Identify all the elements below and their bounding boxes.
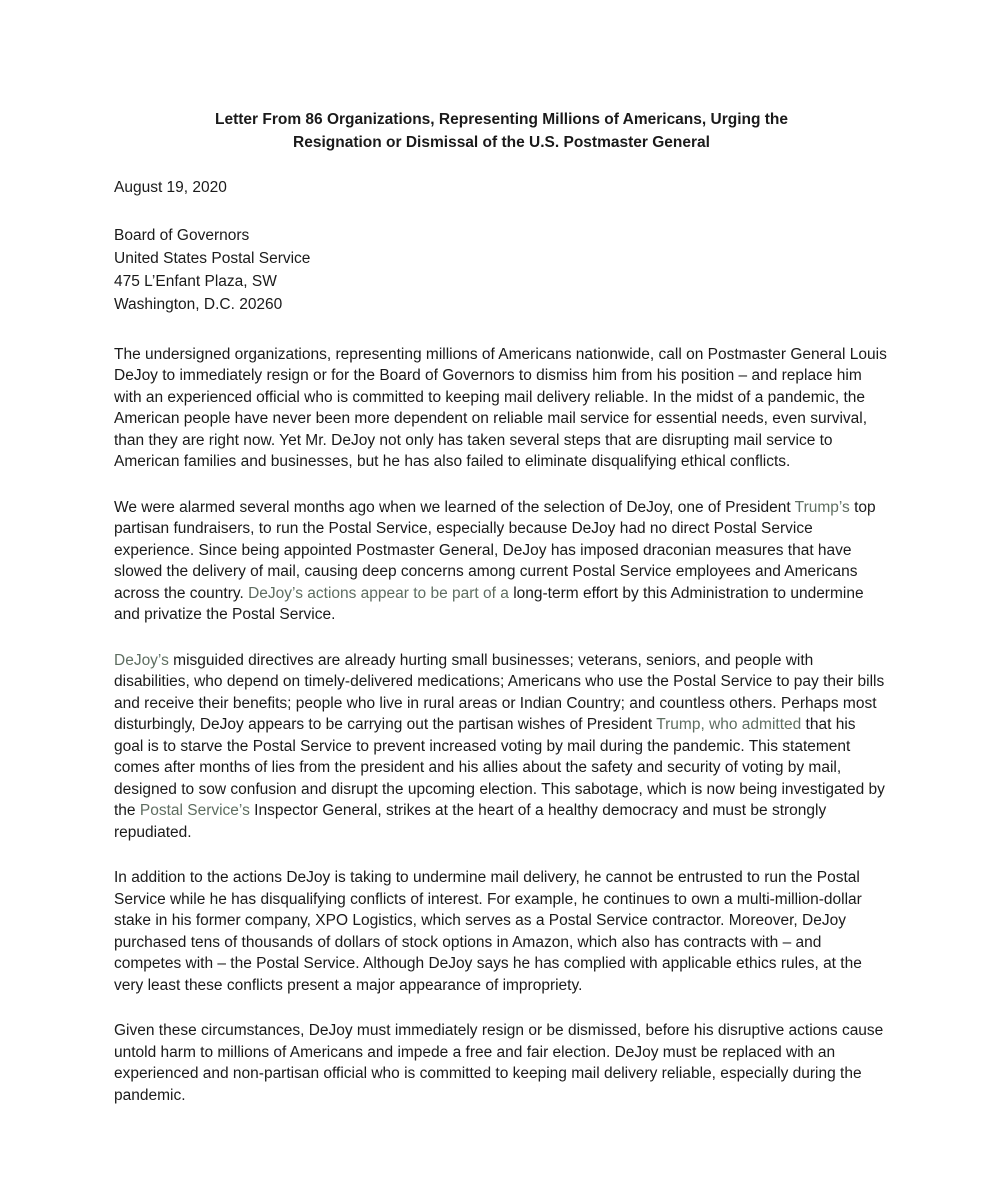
paragraph-2: [114, 497, 889, 626]
address-line-street: 475 L’Enfant Plaza, SW: [114, 273, 277, 291]
paragraph-1: [114, 344, 889, 473]
link-trump-fundraisers[interactable]: Trump’s: [794, 498, 850, 516]
address-line-agency: United States Postal Service: [114, 249, 311, 267]
text-segment: In addition to the actions DeJoy is taking to undermine mail delivery, he cannot be entrusted to run the Postal Service while he has disqualifying conflicts of interest. For example, he continues to own a multi-million-dollar stake in his former company, XPO Logistics, which serves as a Postal Service contractor. Moreover, DeJoy purchased tens of thousands of dollars of stock options in Amazon, which also has contracts with – and competes with – the Postal Service. Although DeJoy says he has complied with applicable ethics rules, at the very least these conflicts present a major appearance of impropriety.: [114, 869, 862, 994]
text-segment: Given these circumstances, DeJoy must immediately resign or be dismissed, before his disruptive actions cause untold harm to millions of Americans and impede a free and fair election. DeJoy must be replaced with an experienced and non-partisan official who is committed to keeping mail delivery reliable, especially during the pandemic.: [114, 1022, 884, 1104]
text-segment: long-term effort by this Administration to undermine and privatize the Postal Service.: [114, 584, 864, 624]
letter-title-line2: Resignation or Dismissal of the U.S. Postmaster General: [293, 134, 710, 151]
text-segment: that his goal is to starve the Postal Service to prevent increased voting by mail during the pandemic. This statement comes after months of lies from the president and his allies about the safety and security of voting by mail, designed to sow confusion and disrupt the upcoming election. This sabotage, which is now being investigated by the: [114, 716, 885, 820]
link-dejoy-actions[interactable]: DeJoy’s actions appear to be part of a: [248, 584, 509, 602]
text-segment: misguided directives are already hurting small businesses; veterans, seniors, and people with disabilities, who depend on timely-delivered medications; Americans who use the Postal Service to pay their bills and receive their benefits; people who live in rural areas or Indian Country; and countless others. Perhaps most disturbingly, DeJoy appears to be carrying out the partisan wishes of President: [114, 651, 885, 734]
link-postal-inspector-general[interactable]: Postal Service’s: [139, 802, 250, 820]
link-dejoy-directives[interactable]: DeJoy’s: [114, 651, 169, 669]
text-segment: Inspector General, strikes at the heart of a healthy democracy and must be strongly repudiated.: [114, 802, 827, 841]
letter-title: [114, 108, 889, 154]
address-line-organization: Board of Governors: [114, 226, 250, 244]
text-segment: top partisan fundraisers, to run the Postal Service, especially because DeJoy had no direct Postal Service experience. Since being appointed Postmaster General, DeJoy has imposed draconian measures that have slowed the delivery of mail, causing deep concerns among current Postal Service employees and Americans across the country.: [114, 498, 876, 602]
letter-date: August 19, 2020: [114, 179, 227, 196]
link-trump-admitted[interactable]: Trump, who admitted: [656, 716, 802, 734]
letter-title-line1: Letter From 86 Organizations, Representing Millions of Americans, Urging the: [214, 111, 788, 128]
address-line-city: Washington, D.C. 20260: [114, 296, 283, 314]
text-segment: The undersigned organizations, representing millions of Americans nationwide, call on Postmaster General Louis DeJoy to immediately resign or for the Board of Governors to dismiss him from his position – and replace him with an experienced official who is committed to keeping mail delivery reliable. In the midst of a pandemic, the American people have never been more dependent on reliable mail service for essential needs, even survival, than they are right now. Yet Mr. DeJoy not only has taken several steps that are disrupting mail service to American families and businesses, but he has also failed to eliminate disqualifying ethical conflicts.: [114, 345, 887, 471]
recipient-address: [114, 224, 889, 317]
paragraph-4: [114, 867, 889, 996]
paragraph-5: [114, 1020, 889, 1106]
text-segment: We were alarmed several months ago when we learned of the selection of DeJoy, one of President: [114, 498, 795, 516]
paragraph-3: [114, 650, 889, 844]
